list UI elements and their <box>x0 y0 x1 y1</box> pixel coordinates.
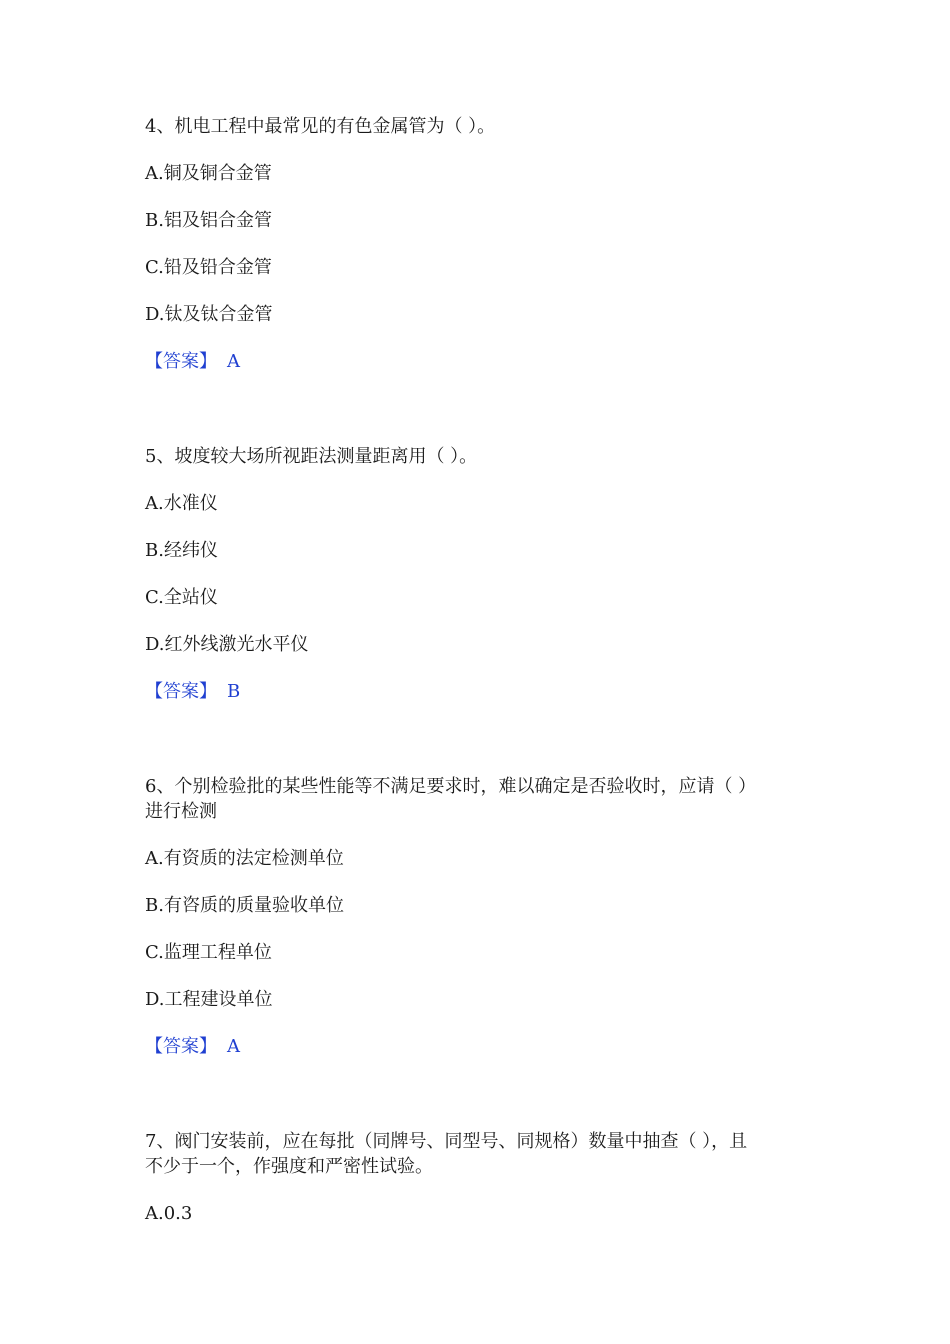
question-6-answer <box>145 1035 240 1059</box>
question-7-stem-line-1: 7、阀门安装前，应在每批（同牌号、同型号、同规格）数量中抽查（ ），且 <box>145 1131 748 1152</box>
question-5-option-c: C.全站仪 <box>145 587 218 608</box>
question-6-stem-line-1: 6、个别检验批的某些性能等不满足要求时，难以确定是否验收时，应请（ ） <box>145 776 757 797</box>
question-7-stem-line-2: 不少于一个，作强度和严密性试验。 <box>145 1156 433 1177</box>
question-4-option-d: D.钛及钛合金管 <box>145 304 273 325</box>
question-6-option-a: A.有资质的法定检测单位 <box>145 848 344 869</box>
answer-value: A <box>227 351 240 372</box>
question-5-answer <box>145 680 240 704</box>
answer-label: 【答案】 <box>145 351 217 372</box>
question-6-stem-line-2: 进行检测 <box>145 801 217 822</box>
question-4-option-c: C.铅及铅合金管 <box>145 257 272 278</box>
answer-value: B <box>227 681 241 702</box>
question-5-stem: 5、坡度较大场所视距法测量距离用（ ）。 <box>145 446 478 467</box>
question-4-option-a: A.铜及铜合金管 <box>145 163 272 184</box>
question-6-option-d: D.工程建设单位 <box>145 989 273 1010</box>
question-5-option-d: D.红外线激光水平仪 <box>145 634 309 655</box>
question-5-option-b: B.经纬仪 <box>145 540 218 561</box>
question-4-stem: 4、机电工程中最常见的有色金属管为（ ）。 <box>145 116 496 137</box>
question-6-option-c: C.监理工程单位 <box>145 942 272 963</box>
question-4-option-b: B.铝及铝合金管 <box>145 210 272 231</box>
answer-label: 【答案】 <box>145 681 217 702</box>
answer-label: 【答案】 <box>145 1036 217 1057</box>
question-7-option-a: A.0.3 <box>145 1203 193 1224</box>
question-4-answer <box>145 350 240 374</box>
question-6-option-b: B.有咨质的质量验收单位 <box>145 895 344 916</box>
answer-value: A <box>227 1036 240 1057</box>
question-5-option-a: A.水准仪 <box>145 493 218 514</box>
